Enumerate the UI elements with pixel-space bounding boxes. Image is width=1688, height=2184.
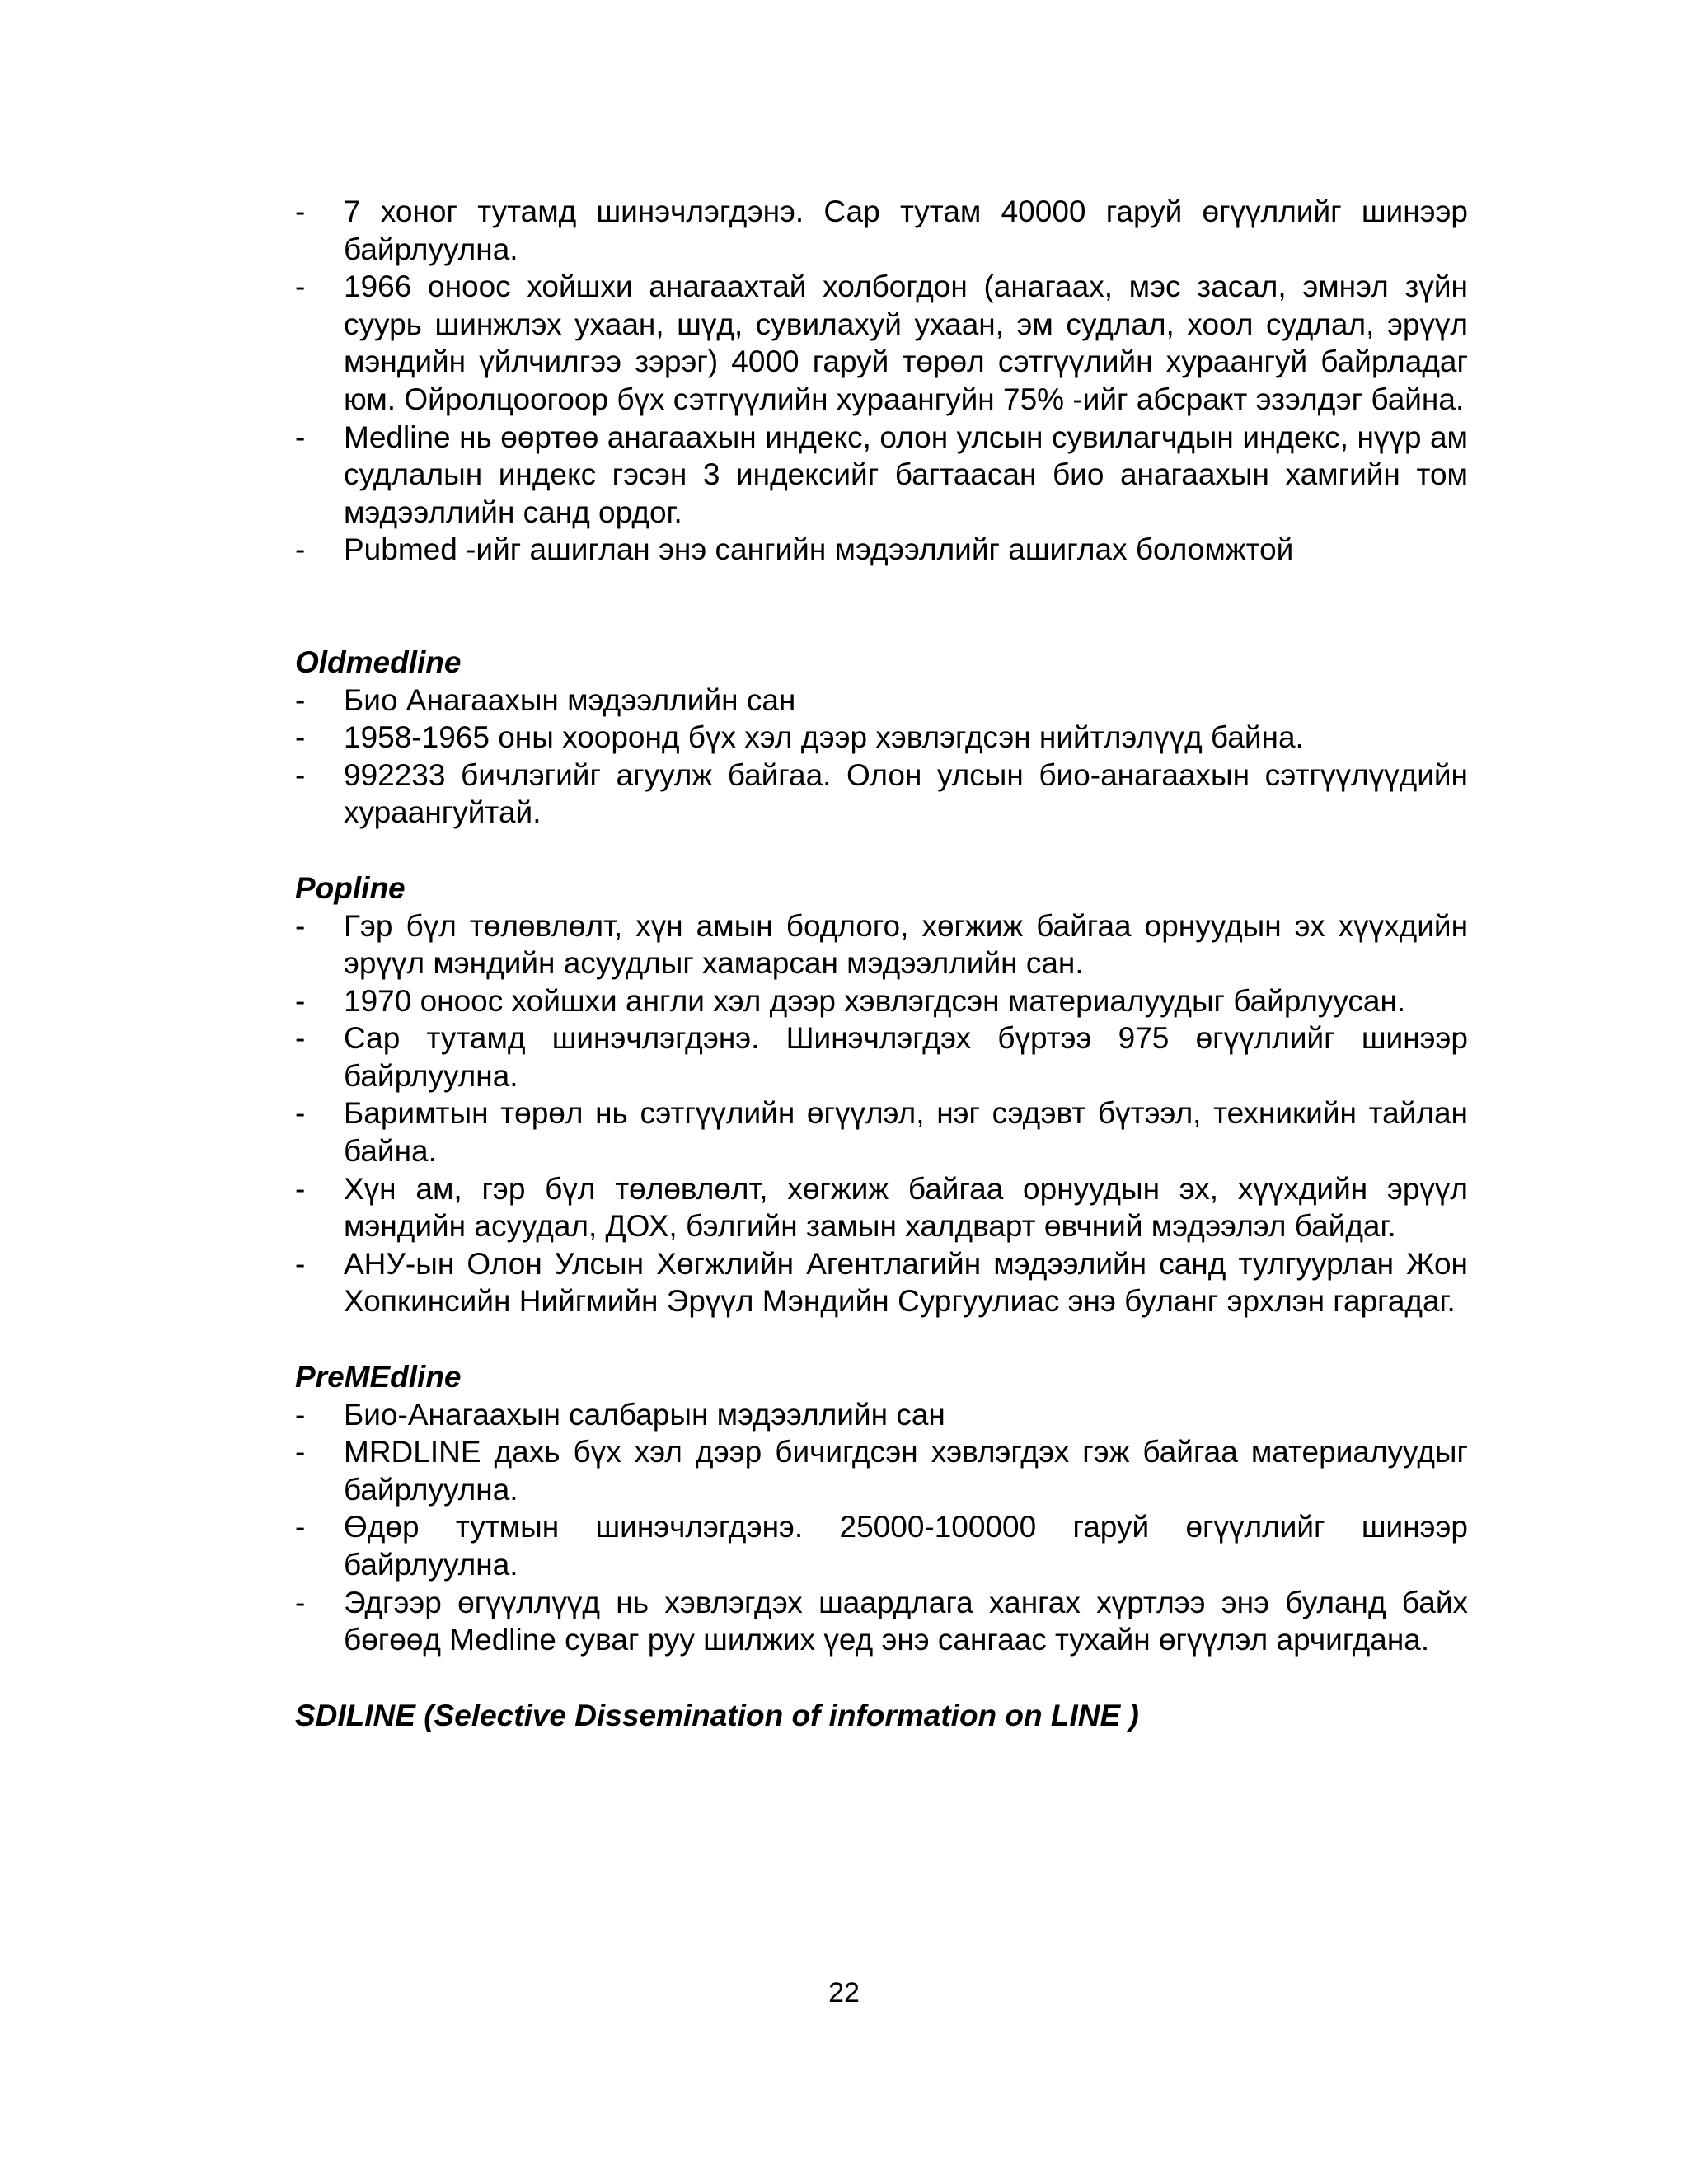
bullet-dash: - <box>295 1096 306 1131</box>
bullet-dash: - <box>295 1246 306 1281</box>
list-item <box>295 1170 1468 1245</box>
page-number: 22 <box>828 1977 860 2008</box>
list-item <box>295 1094 1468 1169</box>
section-heading-sdiline: SDILINE (Selective Dissemination of information on LINE ) <box>295 1698 1139 1732</box>
list-item-text: АНУ-ын Олон Улсын Хөгжлийн Агентлагийн мэдээлийн санд тулгуурлан Жон Хопкинсийн Нийгмийн Эрүүл Мэндийн Сургуулиас энэ буланг эрхлэн гаргадаг. <box>344 1246 1468 1319</box>
list-item <box>295 1245 1468 1320</box>
list-item <box>295 1396 1468 1434</box>
bullet-dash: - <box>295 1171 306 1206</box>
popline-list <box>295 907 1468 1321</box>
list-item-text: Хүн ам, гэр бүл төлөвлөлт, хөгжиж байгаа орнуудын эх, хүүхдийн эрүүл мэндийн асуудал, ДОХ, бэлгийн замын халдварт өвчний мэдээлэл байдаг. <box>344 1171 1468 1244</box>
list-item <box>295 1508 1468 1583</box>
list-item <box>295 419 1468 532</box>
oldmedline-list <box>295 682 1468 832</box>
list-item-text: Өдөр тутмын шинэчлэгдэнэ. 25000-100000 гаруй өгүүллийг шинээр байрлуулна. <box>344 1510 1468 1582</box>
list-item <box>295 757 1468 832</box>
intro-list <box>295 193 1468 569</box>
section-heading-oldmedline: Oldmedline <box>295 644 462 679</box>
bullet-dash: - <box>295 757 306 792</box>
list-item-text: MRDLINE дахь бүх хэл дээр бичигдсэн хэвлэгдэх гэж байгаа материалуудыг байрлуулна. <box>344 1435 1468 1507</box>
list-item <box>295 193 1468 268</box>
list-item <box>295 1584 1468 1659</box>
bullet-dash: - <box>295 269 306 304</box>
bullet-dash: - <box>295 1510 306 1544</box>
list-item <box>295 682 1468 719</box>
bullet-dash: - <box>295 419 306 454</box>
bullet-dash: - <box>295 532 306 567</box>
list-item-text: 1966 оноос хойшхи анагаахтай холбогдон (анагаах, мэс засал, эмнэл зүйн суурь шинжлэх ухаан, шүд, сувилахуй ухаан, эм судлал, хоол судлал, эрүүл мэндийн үйлчилгээ зэрэг) 4000 гаруй төрөл сэтгүүлийн хураангуй байрладаг юм. Ойролцоогоор бүх сэтгүүлийн хураангуйн 75% -ийг абсракт эзэлдэг байна. <box>344 269 1468 416</box>
list-item-text: 1958-1965 оны хооронд бүх хэл дээр хэвлэгдсэн нийтлэлүүд байна. <box>344 720 1304 755</box>
bullet-dash: - <box>295 720 306 755</box>
section-heading-popline: Popline <box>295 870 406 905</box>
list-item-text: Medline нь өөртөө анагаахын индекс, олон улсын сувилагчдын индекс, нүүр ам судлалын индекс гэсэн 3 индексийг багтаасан био анагаахын хамгийн том мэдээллийн санд ордог. <box>344 419 1468 529</box>
bullet-dash: - <box>295 1397 306 1432</box>
premedline-list <box>295 1396 1468 1659</box>
bullet-dash: - <box>295 194 306 228</box>
list-item <box>295 719 1468 757</box>
list-item <box>295 982 1468 1020</box>
list-item-text: Био Анагаахын мэдээллийн сан <box>344 682 796 717</box>
section-heading-premedline: PreMEdline <box>295 1360 462 1394</box>
bullet-dash: - <box>295 1021 306 1056</box>
list-item <box>295 268 1468 418</box>
list-item-text: Pubmed -ийг ашиглан энэ сангийн мэдээллийг ашиглах боломжтой <box>344 532 1294 567</box>
list-item <box>295 907 1468 982</box>
page-content <box>295 193 1468 1734</box>
list-item-text: Гэр бүл төлөвлөлт, хүн амын бодлого, хөгжиж байгаа орнуудын эх хүүхдийн эрүүл мэндийн асуудлыг хамарсан мэдээллийн сан. <box>344 908 1468 981</box>
list-item-text: 7 хоног тутамд шинэчлэгдэнэ. Сар тутам 40000 гаруй өгүүллийг шинээр байрлуулна. <box>344 194 1468 266</box>
list-item <box>295 1433 1468 1508</box>
bullet-dash: - <box>295 1435 306 1469</box>
list-item <box>295 1019 1468 1094</box>
list-item-text: Баримтын төрөл нь сэтгүүлийн өгүүлэл, нэг сэдэвт бүтээл, техникийн тайлан байна. <box>344 1096 1468 1169</box>
bullet-dash: - <box>295 983 306 1018</box>
bullet-dash: - <box>295 1585 306 1619</box>
bullet-dash: - <box>295 682 306 717</box>
list-item <box>295 531 1468 569</box>
list-item-text: Сар тутамд шинэчлэгдэнэ. Шинэчлэгдэх бүртээ 975 өгүүллийг шинээр байрлуулна. <box>344 1021 1468 1093</box>
bullet-dash: - <box>295 908 306 943</box>
list-item-text: 1970 оноос хойшхи англи хэл дээр хэвлэгдсэн материалуудыг байрлуусан. <box>344 983 1406 1018</box>
list-item-text: Эдгээр өгүүллүүд нь хэвлэгдэх шаардлага хангах хүртлээ энэ буланд байх бөгөөд Medline суваг руу шилжих үед энэ сангаас тухайн өгүүлэл арчигдана. <box>344 1585 1468 1657</box>
list-item-text: Био-Анагаахын салбарын мэдээллийн сан <box>344 1397 945 1432</box>
list-item-text: 992233 бичлэгийг агуулж байгаа. Олон улсын био-анагаахын сэтгүүлүүдийн хураангуйтай. <box>344 757 1468 830</box>
